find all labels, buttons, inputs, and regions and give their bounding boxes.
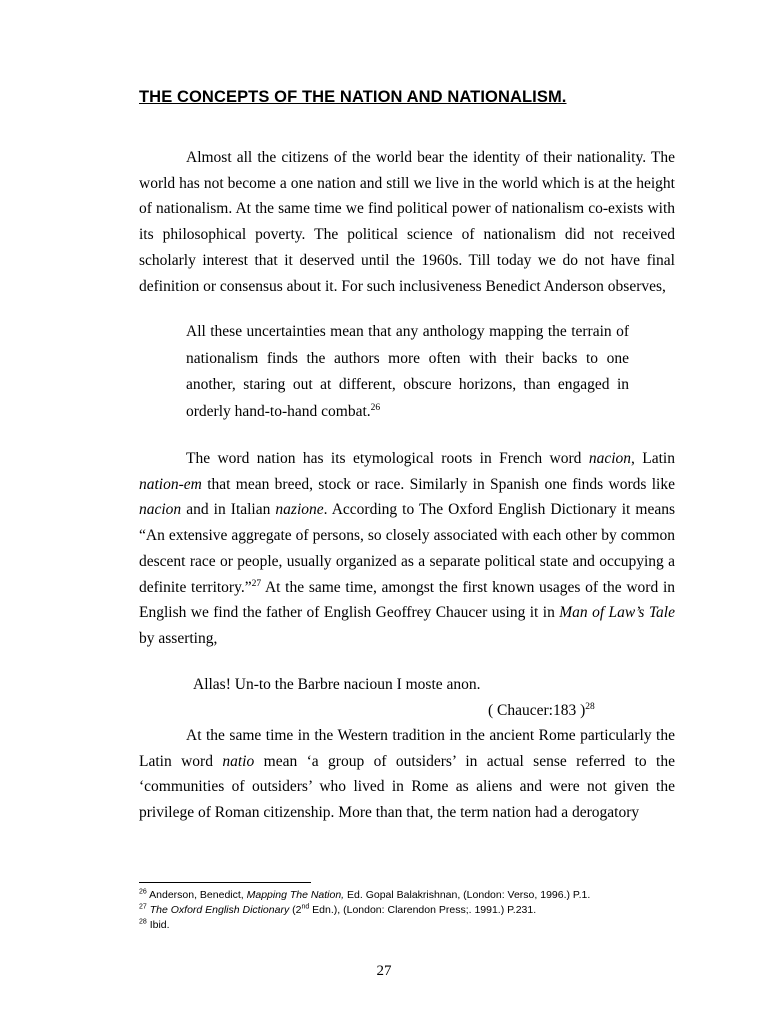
page-title: THE CONCEPTS OF THE NATION AND NATIONALISM.	[139, 88, 567, 106]
paragraph-intro-text: Almost all the citizens of the world bear the identity of their nationality. The world has not become a one nation and still we live in the world which is at the height of nationalism. At the same time we find political power of nationalism co-exists with its philosophical poverty. The political science of nationalism did not received scholarly interest that it deserved until the 1960s. Till today we do not have final definition or consensus about it. For such inclusiveness Benedict Anderson observes,	[139, 149, 675, 295]
footnote-27	[139, 904, 536, 916]
footnote-text: Ibid.	[149, 919, 170, 931]
footnote-number: 27	[139, 903, 147, 911]
footnote-number: 26	[139, 888, 147, 896]
paragraph-etymology	[139, 446, 675, 652]
footnote-ref-28: 28	[585, 701, 595, 712]
footnote-26	[139, 889, 590, 901]
paragraph-etymology-text: by asserting,	[139, 629, 218, 647]
paragraph-etymology-text: and in Italian	[181, 501, 276, 519]
paragraph-etymology-text: . According to The Oxford English Dictionary it means “An extensive aggregate of persons, so closely associated with each other by common descent race or people, usually organized as a separate political state and occupying a definite territory.”	[139, 501, 675, 596]
footnote-text: Edn.), (London: Clarendon Press;. 1991.) P.231.	[309, 904, 537, 916]
italic-term: nation-em	[139, 475, 202, 493]
paragraph-etymology-text: , Latin	[631, 450, 675, 467]
footnote-ref-27: 27	[251, 578, 262, 589]
block-quote-text: All these uncertainties mean that any anthology mapping the terrain of nationalism finds the authors more often with their backs to one another, staring out at different, obscure horizons, than engaged in orderly hand-to-hand combat.	[186, 323, 629, 420]
italic-term: nazione	[275, 501, 324, 519]
footnote-title: Mapping The Nation,	[246, 889, 345, 901]
footnote-divider	[139, 882, 311, 883]
verse-quote: Allas! Un-to the Barbre nacioun I moste anon.	[193, 676, 481, 693]
edition-superscript: nd	[301, 903, 310, 911]
paragraph-etymology-text: The word nation has its etymological roots in French word	[186, 450, 589, 467]
page-number: 27	[376, 963, 392, 979]
paragraph-rome-text: mean ‘a group of outsiders’ in actual sense referred to the ‘communities of outsiders’ who lived in Rome as aliens and were not given the privilege of Roman citizenship. More than that, the term nation had a derogatory	[139, 752, 675, 822]
paragraph-etymology-text: At the same time, amongst the first known usages of the word in English we find the father of English Geoffrey Chaucer using it in	[139, 578, 675, 622]
footnote-ref-26: 26	[370, 402, 381, 413]
footnote-text: Ed. Gopal Balakrishnan, (London: Verso, 1996.) P.1.	[344, 889, 591, 901]
footnote-28	[139, 919, 170, 931]
paragraph-etymology-text: that mean breed, stock or race. Similarly in Spanish one finds words like	[201, 475, 675, 493]
paragraph-intro	[139, 145, 675, 299]
block-quote-anderson	[186, 319, 629, 425]
footnote-text: Anderson, Benedict,	[149, 889, 247, 901]
citation-text: ( Chaucer:183 )	[488, 702, 586, 719]
italic-term: nacion	[588, 450, 631, 467]
italic-term: nacion	[139, 501, 182, 519]
italic-title: Man of Law’s Tale	[559, 604, 675, 622]
verse-citation	[488, 702, 595, 720]
footnote-number: 28	[139, 918, 147, 926]
paragraph-rome-text: At the same time in the Western tradition in the ancient Rome particularly the Latin word	[139, 727, 675, 770]
footnote-title: The Oxford English Dictionary	[149, 904, 290, 916]
italic-term: natio	[222, 752, 255, 770]
footnote-text: (2	[289, 904, 302, 916]
paragraph-rome	[139, 723, 675, 826]
